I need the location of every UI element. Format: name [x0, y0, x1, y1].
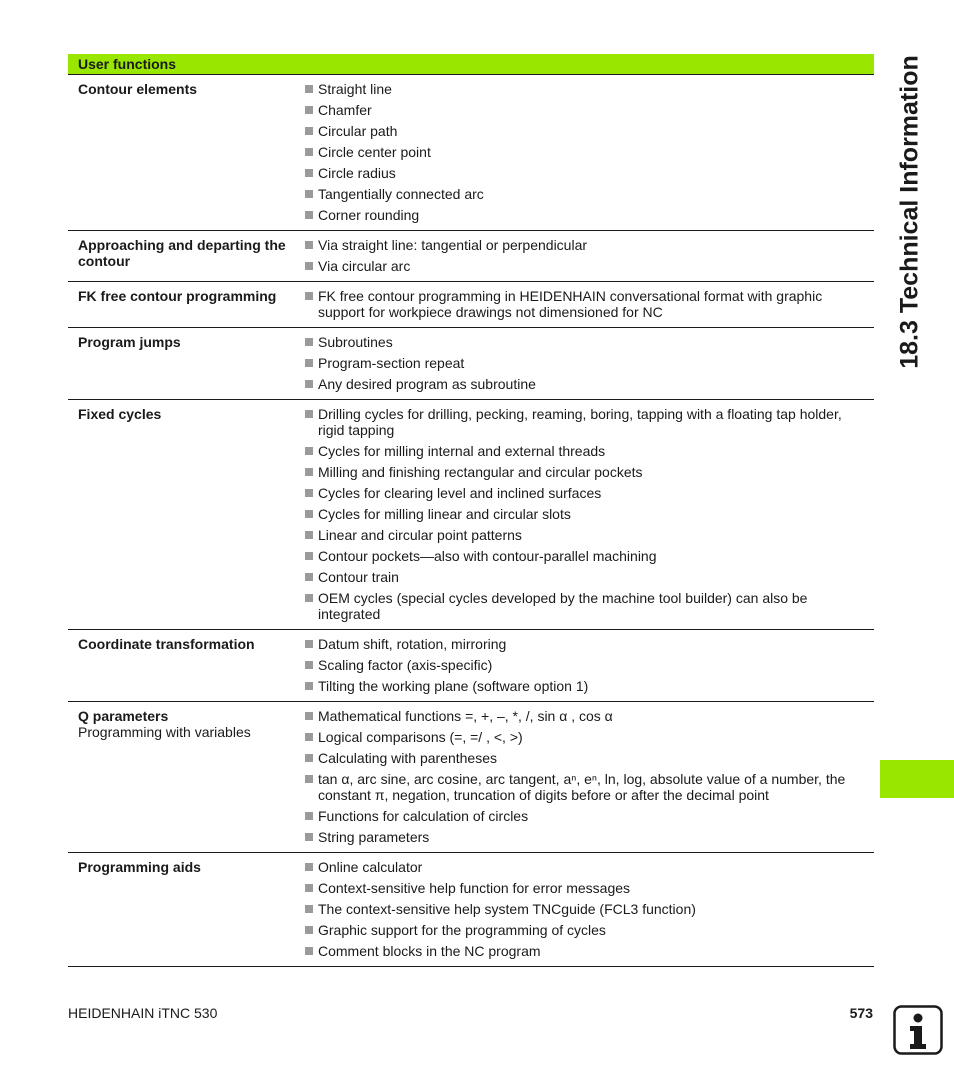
- section-header: User functions: [68, 54, 874, 75]
- square-bullet-icon: [305, 812, 313, 820]
- list-item-text: Cycles for clearing level and inclined surfaces: [318, 485, 602, 501]
- list-item-text: Circle radius: [318, 165, 396, 181]
- row-label-cell: [68, 636, 305, 694]
- list-item: [305, 548, 864, 564]
- row-items: [305, 708, 874, 845]
- list-item-text: Corner rounding: [318, 207, 420, 223]
- list-item-text: Straight line: [318, 81, 392, 97]
- list-item: [305, 355, 864, 371]
- row-sublabel: Programming with variables: [78, 724, 251, 740]
- square-bullet-icon: [305, 833, 313, 841]
- table-row: [68, 282, 874, 328]
- list-item: [305, 406, 864, 438]
- list-item-text: Comment blocks in the NC program: [318, 943, 541, 959]
- chapter-tab: [880, 760, 954, 798]
- side-title-text: 18.3 Technical Information: [895, 55, 924, 369]
- table-row: [68, 400, 874, 630]
- square-bullet-icon: [305, 338, 313, 346]
- row-items: [305, 406, 874, 622]
- square-bullet-icon: [305, 148, 313, 156]
- square-bullet-icon: [305, 211, 313, 219]
- rows-container: [68, 75, 874, 966]
- footer-product: HEIDENHAIN iTNC 530: [68, 1005, 218, 1021]
- square-bullet-icon: [305, 661, 313, 669]
- list-item: [305, 771, 864, 803]
- list-item-text: Calculating with parentheses: [318, 750, 497, 766]
- square-bullet-icon: [305, 552, 313, 560]
- list-item: [305, 81, 864, 97]
- square-bullet-icon: [305, 531, 313, 539]
- side-title: [893, 52, 927, 372]
- row-items: [305, 288, 874, 320]
- list-item: [305, 590, 864, 622]
- list-item-text: Via straight line: tangential or perpendicular: [318, 237, 588, 253]
- list-item: [305, 258, 864, 274]
- list-item-text: Via circular arc: [318, 258, 411, 274]
- square-bullet-icon: [305, 190, 313, 198]
- list-item-text: Circle center point: [318, 144, 431, 160]
- square-bullet-icon: [305, 169, 313, 177]
- list-item-text: Scaling factor (axis-specific): [318, 657, 493, 673]
- list-item-text: Subroutines: [318, 334, 393, 350]
- list-item-text: Tangentially connected arc: [318, 186, 484, 202]
- row-label: Q parameters: [78, 708, 169, 724]
- list-item: [305, 334, 864, 350]
- list-item-text: tan α, arc sine, arc cosine, arc tangent, aⁿ, eⁿ, ln, log, absolute value of a number, the constant π, negation, truncation of digits before or after the decimal point: [318, 771, 846, 803]
- square-bullet-icon: [305, 905, 313, 913]
- list-item-text: Mathematical functions =, +, –, *, /, sin α , cos α: [318, 708, 613, 724]
- row-label-cell: [68, 81, 305, 223]
- row-label: Program jumps: [78, 334, 181, 350]
- list-item: [305, 901, 864, 917]
- list-item-text: Program-section repeat: [318, 355, 465, 371]
- square-bullet-icon: [305, 380, 313, 388]
- square-bullet-icon: [305, 775, 313, 783]
- list-item-text: OEM cycles (special cycles developed by the machine tool builder) can also be integrated: [318, 590, 808, 622]
- list-item-text: FK free contour programming in HEIDENHAIN conversational format with graphic support for workpiece drawings not dimensioned for NC: [318, 288, 823, 320]
- table-row: [68, 75, 874, 231]
- square-bullet-icon: [305, 863, 313, 871]
- list-item: [305, 506, 864, 522]
- square-bullet-icon: [305, 447, 313, 455]
- square-bullet-icon: [305, 754, 313, 762]
- list-item: [305, 144, 864, 160]
- list-item-text: Cycles for milling linear and circular slots: [318, 506, 571, 522]
- row-items: [305, 636, 874, 694]
- list-item: [305, 102, 864, 118]
- square-bullet-icon: [305, 947, 313, 955]
- row-items: [305, 859, 874, 959]
- list-item: [305, 859, 864, 875]
- list-item-text: The context-sensitive help system TNCguide (FCL3 function): [318, 901, 696, 917]
- list-item-text: Contour train: [318, 569, 399, 585]
- list-item-text: Logical comparisons (=, =/ , <, >): [318, 729, 523, 745]
- square-bullet-icon: [305, 85, 313, 93]
- square-bullet-icon: [305, 594, 313, 602]
- square-bullet-icon: [305, 262, 313, 270]
- square-bullet-icon: [305, 292, 313, 300]
- table-row: [68, 630, 874, 702]
- list-item: [305, 657, 864, 673]
- table-row: [68, 702, 874, 853]
- list-item: [305, 636, 864, 652]
- list-item-text: Chamfer: [318, 102, 372, 118]
- list-item: [305, 165, 864, 181]
- list-item: [305, 237, 864, 253]
- list-item: [305, 464, 864, 480]
- list-item-text: Circular path: [318, 123, 398, 139]
- list-item: [305, 880, 864, 896]
- list-item: [305, 527, 864, 543]
- square-bullet-icon: [305, 241, 313, 249]
- spec-table: [68, 54, 874, 967]
- square-bullet-icon: [305, 573, 313, 581]
- list-item: [305, 708, 864, 724]
- table-row: [68, 231, 874, 282]
- list-item: [305, 829, 864, 845]
- square-bullet-icon: [305, 106, 313, 114]
- row-label: Programming aids: [78, 859, 201, 875]
- square-bullet-icon: [305, 682, 313, 690]
- square-bullet-icon: [305, 510, 313, 518]
- square-bullet-icon: [305, 410, 313, 418]
- square-bullet-icon: [305, 468, 313, 476]
- row-items: [305, 81, 874, 223]
- list-item: [305, 207, 864, 223]
- list-item-text: Contour pockets—also with contour-parallel machining: [318, 548, 657, 564]
- square-bullet-icon: [305, 884, 313, 892]
- list-item: [305, 678, 864, 694]
- list-item-text: Datum shift, rotation, mirroring: [318, 636, 507, 652]
- row-label-cell: [68, 406, 305, 622]
- list-item-text: Milling and finishing rectangular and circular pockets: [318, 464, 643, 480]
- row-label-cell: [68, 288, 305, 320]
- row-label: FK free contour programming: [78, 288, 277, 304]
- square-bullet-icon: [305, 733, 313, 741]
- list-item-text: Graphic support for the programming of cycles: [318, 922, 606, 938]
- square-bullet-icon: [305, 489, 313, 497]
- list-item-text: Linear and circular point patterns: [318, 527, 522, 543]
- list-item: [305, 569, 864, 585]
- row-label-cell: [68, 334, 305, 392]
- row-label-cell: [68, 708, 305, 845]
- row-items: [305, 237, 874, 274]
- square-bullet-icon: [305, 712, 313, 720]
- list-item-text: Tilting the working plane (software option 1): [318, 678, 589, 694]
- list-item-text: String parameters: [318, 829, 430, 845]
- square-bullet-icon: [305, 127, 313, 135]
- list-item: [305, 186, 864, 202]
- row-label: Approaching and departing the contour: [78, 237, 286, 269]
- table-row: [68, 853, 874, 966]
- list-item: [305, 443, 864, 459]
- list-item: [305, 123, 864, 139]
- list-item-text: Online calculator: [318, 859, 423, 875]
- list-item: [305, 288, 864, 320]
- row-label: Coordinate transformation: [78, 636, 255, 652]
- info-icon[interactable]: [893, 1005, 943, 1055]
- list-item: [305, 729, 864, 745]
- row-label-cell: [68, 859, 305, 959]
- square-bullet-icon: [305, 926, 313, 934]
- list-item-text: Any desired program as subroutine: [318, 376, 536, 392]
- square-bullet-icon: [305, 640, 313, 648]
- list-item: [305, 943, 864, 959]
- row-label: Contour elements: [78, 81, 198, 97]
- list-item: [305, 376, 864, 392]
- list-item-text: Context-sensitive help function for error messages: [318, 880, 631, 896]
- row-items: [305, 334, 874, 392]
- page-number: 573: [849, 1005, 873, 1021]
- row-label: Fixed cycles: [78, 406, 162, 422]
- list-item: [305, 485, 864, 501]
- list-item: [305, 922, 864, 938]
- list-item-text: Functions for calculation of circles: [318, 808, 529, 824]
- list-item: [305, 808, 864, 824]
- list-item: [305, 750, 864, 766]
- list-item-text: Drilling cycles for drilling, pecking, reaming, boring, tapping with a floating tap holder, rigid tapping: [318, 406, 842, 438]
- list-item-text: Cycles for milling internal and external threads: [318, 443, 606, 459]
- table-row: [68, 328, 874, 400]
- square-bullet-icon: [305, 359, 313, 367]
- row-label-cell: [68, 237, 305, 274]
